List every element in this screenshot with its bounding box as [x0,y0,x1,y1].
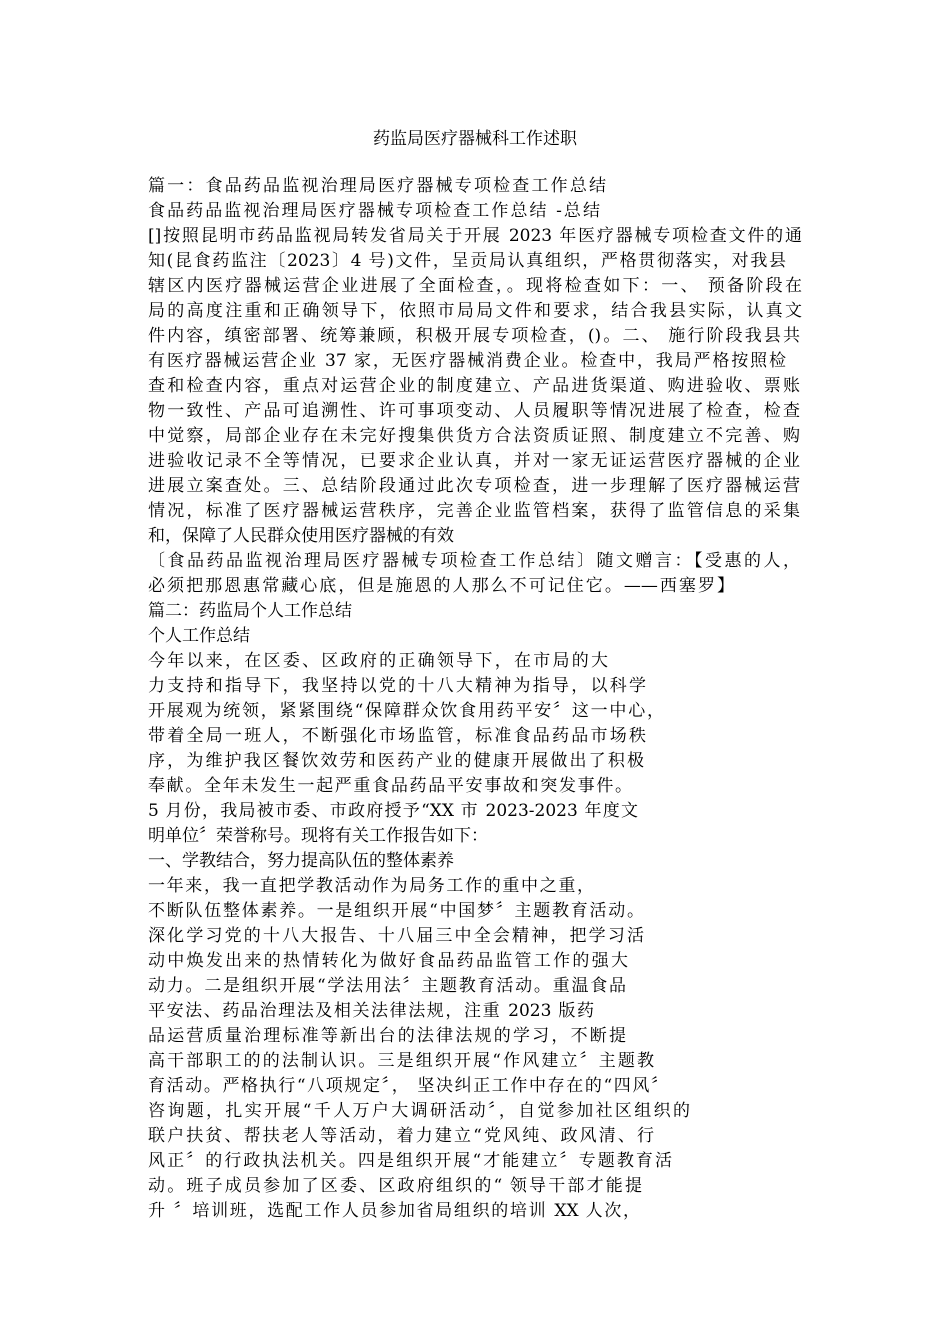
text-line: 不断队伍整体素养。一是组织开展“中国梦〞主题教育活动。 [148,901,644,921]
text-line: 局的高度注重和正确领导下，依照市局局文件和要求，结合我县实际，认真文 [148,301,802,321]
text-line: 进展立案查处。三、总结阶段通过此次专项检查，进一步理解了医疗器械运营 [148,476,800,496]
text-line: 辖区内医疗器械运营企业进展了全面检查，。现将检查如下：一、 预备阶段在 [148,276,802,296]
text-line: 知(昆食药监注〔2023〕4 号)文件，呈贡局认真组织，严格贯彻落实，对我县 [148,251,786,271]
text-line: 情况，标准了医疗器械运营秩序，完善企业监管档案，获得了监管信息的采集 [148,501,800,521]
document-title: 药监局医疗器械科工作述职 [373,129,577,149]
text-line: 升 〞培训班，选配工作人员参加省局组织的培训 XX 人次， [148,1201,640,1221]
text-line: 进验收记录不全等情况，已要求企业认真，并对一家无证运营医疗器械的企业 [148,451,800,471]
text-line: 开展观为统领，紧紧围绕“保障群众饮食用药平安〞这一中心， [148,701,664,721]
text-line: 序，为维护我区餐饮效劳和医药产业的健康开展做出了积极 [148,751,644,771]
text-line: 一年来，我一直把学教活动作为局务工作的重中之重， [148,876,594,896]
text-line: 动中焕发出来的热情转化为做好食品药品监管工作的强大 [148,951,628,971]
text-line: 奉献。全年未发生一起严重食品药品平安事故和突发事件。 [148,776,632,796]
text-line: 今年以来，在区委、区政府的正确领导下，在市局的大 [148,651,608,671]
text-line: 物一致性、产品可追溯性、许可事项变动、人员履职等情况进展了检查，检查 [148,401,800,421]
text-line: 深化学习党的十八大报告、十八届三中全会精神，把学习活 [148,926,644,946]
text-line: 风正〞的行政执法机关。四是组织开展“才能建立〞专题教育活 [148,1151,672,1171]
text-line: 查和检查内容，重点对运营企业的制度建立、产品进货渠道、购进验收、票账 [148,376,800,396]
text-line: 件内容，缜密部署、统筹兼顾，积极开展专项检查，()。二、 施行阶段我县共 [148,326,800,346]
section-heading: 一、学教结合，努力提高队伍的整体素养 [148,851,454,871]
text-line: []按照昆明市药品监视局转发省局关于开展 2023 年医疗器械专项检查文件的通 [148,226,802,246]
text-line: 中觉察，局部企业存在未完好搜集供货方合法资质证照、制度建立不完善、购 [148,426,800,446]
text-line: 〔食品药品监视治理局医疗器械专项检查工作总结〕随文赠言：【受惠的人， [148,551,800,571]
section-heading: 篇二：药监局个人工作总结 [148,601,352,621]
text-line: 平安法、药品治理法及相关法律法规，注重 2023 版药 [148,1001,594,1021]
text-line: 有医疗器械运营企业 37 家，无医疗器械消费企业。检查中，我局严格按照检 [148,351,786,371]
text-line: 动。班子成员参加了区委、区政府组织的“ 领导干部才能提 [148,1176,642,1196]
text-line: 带着全局一班人，不断强化市场监管，标准食品药品市场秩 [148,726,646,746]
text-line: 5 月份，我局被市委、市政府授予“XX 市 2023-2023 年度文 [148,801,638,821]
text-line: 高干部职工的的法制认识。三是组织开展“作风建立〞主题教 [148,1051,654,1071]
text-line: 品运营质量治理标准等新出台的法律法规的学习，不断提 [148,1026,626,1046]
text-line: 必须把那恩惠常藏心底，但是施恩的人那么不可记住它。——西塞罗】 [148,576,734,596]
text-line: 动力。二是组织开展“学法用法〞主题教育活动。重温食品 [148,976,626,996]
text-line: 联户扶贫、帮扶老人等活动，着力建立“党风纯、政风清、行 [148,1126,654,1146]
text-line: 咨询题，扎实开展“千人万户大调研活动〞，自觉参加社区组织的 [148,1101,690,1121]
text-line: 和，保障了人民群众使用医疗器械的有效 [148,526,454,546]
section-subheading: 个人工作总结 [148,626,250,646]
text-line: 食品药品监视治理局医疗器械专项检查工作总结 -总结 [148,201,600,221]
text-line: 力支持和指导下，我坚持以党的十八大精神为指导，以科学 [148,676,646,696]
text-line: 育活动。严格执行“八项规定〞， 坚决纠正工作中存在的“四风〞 [148,1076,668,1096]
text-line: 篇一：食品药品监视治理局医疗器械专项检查工作总结 [148,176,606,196]
document-body [148,174,808,1224]
text-line: 明单位〞荣誉称号。现将有关工作报告如下： [148,826,488,846]
